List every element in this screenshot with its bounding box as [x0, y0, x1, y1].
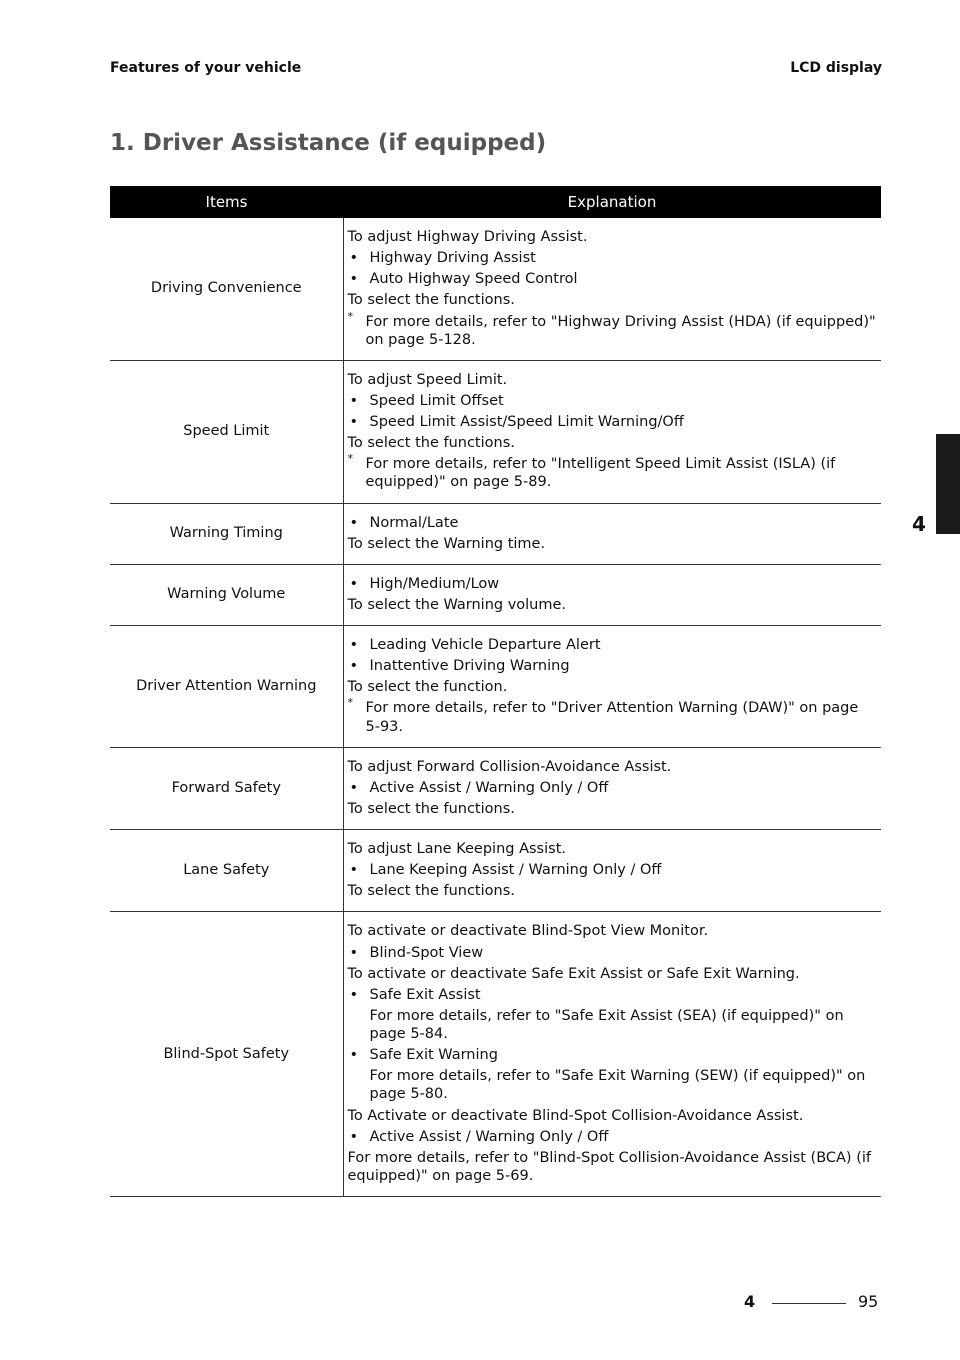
bullet-item: • Speed Limit Offset [348, 392, 878, 410]
bullet-item: • High/Medium/Low [348, 575, 878, 593]
sub-reference-text: For more details, refer to "Safe Exit Warning (SEW) (if equipped)" on page 5-80. [369, 1068, 866, 1103]
bullet-item: • Safe Exit Assist [348, 986, 878, 1004]
explanation-line: To adjust Forward Collision-Avoidance Assist. [347, 758, 672, 775]
table-row [110, 912, 881, 1197]
explanation-line: To activate or deactivate Blind-Spot View Monitor. [347, 923, 709, 940]
bullet-item: • Leading Vehicle Departure Alert [348, 636, 878, 654]
settings-table [110, 186, 881, 1197]
item-name-cell: Warning Timing [110, 503, 343, 564]
table-body [110, 218, 881, 1197]
table-row [110, 626, 881, 748]
table-row [110, 503, 881, 564]
table-row [110, 360, 881, 503]
explanation-cell [343, 626, 881, 748]
page-title: 1. Driver Assistance (if equipped) [110, 130, 547, 156]
bullet-item: • Lane Keeping Assist / Warning Only / Off [348, 861, 878, 879]
item-name-cell: Lane Safety [110, 830, 343, 912]
item-name-cell: Blind-Spot Safety [110, 912, 343, 1197]
reference-note [347, 309, 878, 349]
item-name-cell: Forward Safety [110, 747, 343, 829]
explanation-line: To select the functions. [347, 435, 515, 452]
explanation-line: To select the functions. [347, 883, 515, 900]
asterisk-marker: * [347, 696, 353, 710]
explanation-cell [343, 912, 881, 1197]
reference-note-text: For more details, refer to "Driver Attention Warning (DAW)" on page 5-93. [365, 700, 859, 735]
sub-reference-text: For more details, refer to "Safe Exit Assist (SEA) (if equipped)" on page 5-84. [369, 1007, 844, 1042]
footer-section-number: 4 [744, 1292, 756, 1311]
explanation-cell [343, 747, 881, 829]
explanation-line: To activate or deactivate Safe Exit Assist or Safe Exit Warning. [347, 965, 800, 982]
header-chapter-title: LCD display [790, 60, 882, 76]
explanation-cell [343, 360, 881, 503]
bullet-item: • Highway Driving Assist [348, 249, 878, 267]
explanation-line: To adjust Speed Limit. [347, 371, 508, 388]
reference-note [347, 696, 878, 735]
explanation-line: To select the function. [347, 679, 508, 696]
table-row [110, 747, 881, 829]
explanation-cell [343, 503, 881, 564]
bullet-item: • Auto Highway Speed Control [348, 270, 878, 288]
item-name-cell: Driving Convenience [110, 218, 343, 360]
bullet-item: • Active Assist / Warning Only / Off [348, 779, 878, 797]
asterisk-marker: * [347, 309, 353, 323]
bullet-item: • Safe Exit Warning [348, 1046, 878, 1064]
chapter-tab-marker [936, 434, 960, 534]
column-header-explanation: Explanation [343, 186, 881, 218]
bullet-item: • Speed Limit Assist/Speed Limit Warning/Off [348, 413, 878, 431]
explanation-line: To select the Warning volume. [347, 596, 567, 613]
explanation-line: To select the Warning time. [347, 535, 546, 552]
explanation-line: To select the functions. [347, 800, 515, 817]
item-name-cell: Speed Limit [110, 360, 343, 503]
explanation-line: To Activate or deactivate Blind-Spot Collision-Avoidance Assist. [347, 1107, 804, 1124]
bullet-item: • Blind-Spot View [348, 944, 878, 962]
reference-note [347, 452, 878, 491]
explanation-line: To adjust Lane Keeping Assist. [347, 841, 566, 857]
item-name-cell: Warning Volume [110, 564, 343, 625]
explanation-cell [343, 218, 881, 360]
footer-page-number: 95 [858, 1292, 879, 1311]
chapter-tab-number: 4 [912, 512, 926, 536]
table-row [110, 830, 881, 912]
bullet-item: • Normal/Late [348, 514, 878, 532]
explanation-cell [343, 830, 881, 912]
footer-rule [772, 1303, 846, 1304]
explanation-line: To adjust Highway Driving Assist. [347, 229, 588, 245]
explanation-cell [343, 564, 881, 625]
bullet-item: • Inattentive Driving Warning [348, 657, 878, 675]
explanation-line: To select the functions. [347, 292, 515, 309]
header-section-title: Features of your vehicle [110, 60, 302, 76]
bullet-item: • Active Assist / Warning Only / Off [348, 1128, 878, 1146]
explanation-line: For more details, refer to "Blind-Spot Collision-Avoidance Assist (BCA) (if equipped)" on page 5-69. [347, 1149, 871, 1184]
reference-note-text: For more details, refer to "Highway Driving Assist (HDA) (if equipped)" on page 5-128. [365, 313, 876, 348]
column-header-items: Items [110, 186, 343, 218]
item-name-cell: Driver Attention Warning [110, 626, 343, 748]
table-row [110, 218, 881, 360]
reference-note-text: For more details, refer to "Intelligent Speed Limit Assist (ISLA) (if equipped)" on page 5-89. [365, 456, 836, 491]
table-row [110, 564, 881, 625]
asterisk-marker: * [347, 452, 353, 466]
table-header-row [110, 186, 881, 218]
